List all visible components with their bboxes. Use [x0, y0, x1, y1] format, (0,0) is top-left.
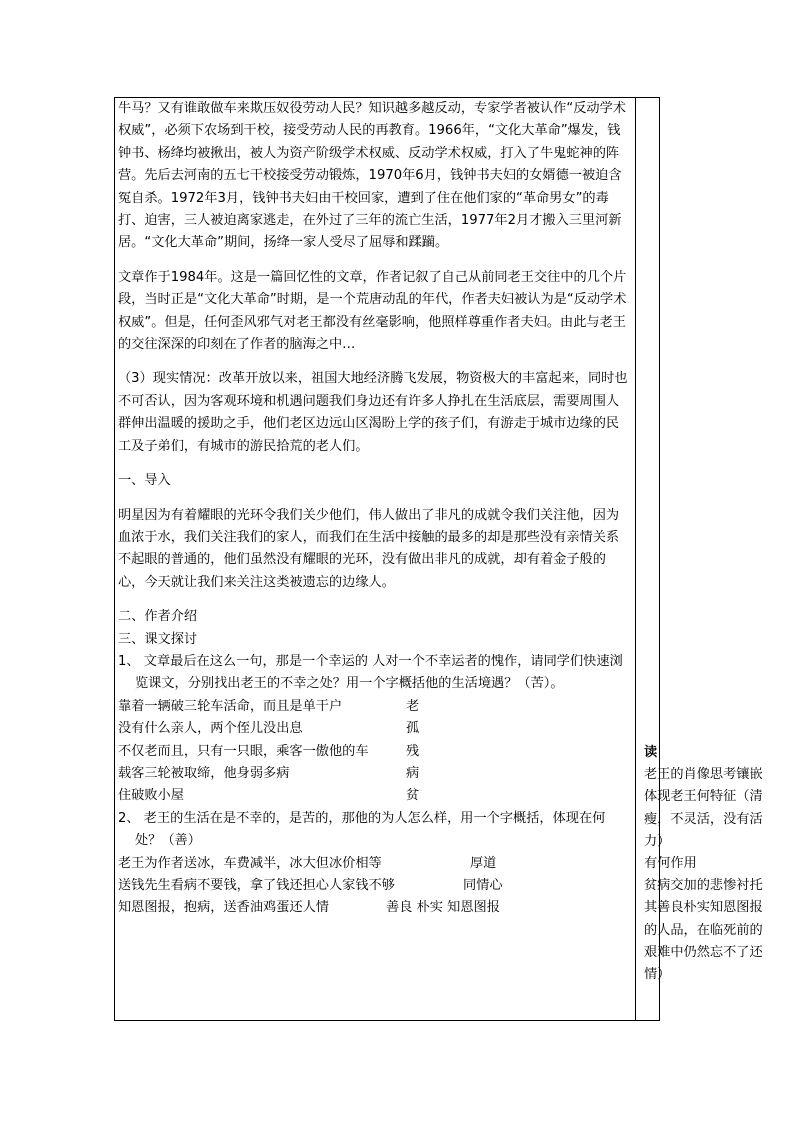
writing-background-paragraph: 文章作于1984年。这是一篇回忆性的文章，作者记叙了自己从前同老王交往中的几个片段，当时正是“文化大革命”时期，是一个荒唐动乱的年代，作者夫妇被认为是“反动学术权威”。但是，任何歪风邪气对老王都没有丝毫影响，他照样尊重作者夫妇。由此与老王的交往深深的印刻在了作者的脑海之中… [118, 269, 627, 353]
list-item: 不仅老而且，只有一只眼，乘客一傲他的车 残 [118, 743, 420, 759]
list-item: 送钱先生看病不要钱，拿了钱还担心人家钱不够 同情心 [118, 878, 503, 893]
list-item: 老王为作者送冰，车费减半，冰大但冰价相等 厚道 [118, 855, 497, 871]
side-column [644, 742, 768, 986]
hardship-list [118, 696, 630, 808]
list-item: 没有什么亲人，两个侄儿没出息 孤 [118, 721, 420, 737]
list-item: 靠着一辆破三轮车活命，而且是单干户 老 [118, 698, 420, 714]
intro-paragraph: 明星因为有着耀眼的光环令我们关少他们，伟人做出了非凡的成就令我们关注他，因为血浓于水，我们关注我们的家人，而我们在生活中接触的最多的却是那些没有亲情关系不起眼的普通的，他们虽然没有耀眼的光环，没有做出非凡的成就，却有着金子般的心，今天就让我们来关注这类被遗忘的边缘人。 [118, 507, 620, 590]
question-2: 2、 老王的生活在是不幸的，是苦的，那他的为人怎么样，用一个字概括，体现在何处？（善） [118, 810, 606, 849]
section-author-heading: 二、作者介绍 [118, 609, 198, 625]
lesson-table [114, 97, 763, 1021]
side-title: 读 [644, 745, 658, 760]
list-item: 知恩图报，抱病，送香油鸡蛋还人情 善良 朴实 知恩图报 [118, 900, 500, 916]
column-divider [635, 98, 636, 1020]
section-text-heading: 三、课文探讨 [118, 631, 198, 647]
side-note: 有何作用 [644, 856, 697, 872]
side-note: 贫病交加的悲惨衬托其善良朴实知恩图报的人品，在临死前的艰难中仍然忘不了还情） [644, 878, 763, 983]
side-note: 老王的肖像思考镶嵌体现老王何特征（清瘦，不灵活，没有活力） [644, 767, 763, 849]
reality-paragraph: （3）现实情况：改革开放以来，祖国大地经济腾飞发展，物资极大的丰富起来，同时也不可否认，因为客观环境和机遇问题我们身边还有许多人挣扎在生活底层，需要周围人群伸出温暖的援助之手，他们老区边远山区渴盼上学的孩子们，有游走于城市边缘的民工及子弟们，有城市的游民拾荒的老人们。 [118, 371, 628, 454]
list-item: 住破败小屋 贫 [118, 788, 420, 804]
section-intro-heading: 一、导入 [118, 473, 171, 489]
list-item: 载客三轮被取缔，他身弱多病 病 [118, 765, 420, 781]
virtue-list [118, 853, 630, 920]
question-1: 1、 文章最后在这么一句，那是一个幸运的 人对一个不幸运者的愧作，请同学们快速浏览课文，分别找出老王的不幸之处？用一个字概括他的生活境遇？（苦）。 [118, 653, 623, 692]
main-column [118, 98, 630, 920]
background-paragraph: 牛马？又有谁敢做车来欺压奴役劳动人民？知识越多越反动，专家学者被认作“反动学术权威”，必须下农场到干校，接受劳动人民的再教育。1966年，“文化大革命”爆发，钱钟书、杨绛均被揪出，被人为资产阶级学术权威、反动学术权威，打入了牛鬼蛇神的阵营。先后去河南的五七干校接受劳动锻炼，1970年6月，钱钟书夫妇的女婿德一被迫含冤自杀。1972年3月，钱钟书夫妇由干校回家，遭到了住在他们家的“革命男女”的毒打、迫害，三人被迫离家逃走，在外过了三年的流亡生活，1977年2月才搬入三里河新居。“文化大革命”期间，扬绛一家人受尽了屈辱和蹂躏。 [118, 101, 626, 251]
